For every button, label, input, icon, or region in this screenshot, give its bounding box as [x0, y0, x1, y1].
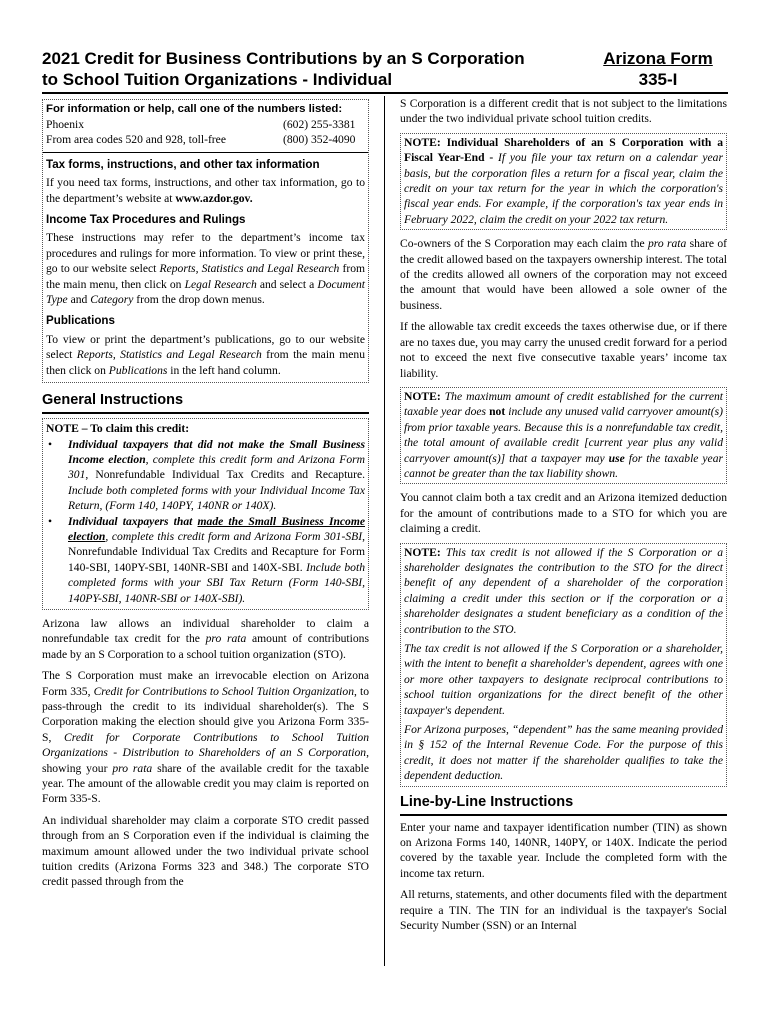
- claim-note-box: [42, 418, 369, 610]
- info-box: [42, 99, 369, 383]
- phone-row-phoenix: [46, 117, 365, 132]
- paragraph-coowners: Co-owners of the S Corporation may each claim the pro rata share of the credit allowed based on the taxpayers ownership interest. The total of the credits allowed all owners of the corporation may not exceed the amount that would have been allowed a sole owner of the business.: [400, 237, 727, 312]
- paragraph-pro-rata: Arizona law allows an individual shareholder to claim a nonrefundable tax credit for the pro rata amount of contributions made by an S Corporation to a school tuition organization (STO).: [42, 616, 369, 661]
- form-line-2: 335-I: [638, 70, 678, 89]
- paragraph-itemized: You cannot claim both a tax credit and an Arizona itemized deduction for the amount of contributions made to a STO for which you are claiming a credit.: [400, 491, 727, 536]
- phone-number: (602) 255-3381: [283, 118, 356, 131]
- phone-number: (800) 352-4090: [283, 133, 356, 147]
- list-item: • Individual taxpayers that made the Small Business Income election, complete this credit form and Arizona Form 301-SBI, Nonrefundable Individual Tax Credits and Recapture for Form 140-SBI, 140PY-SBI, 140NR-SBI and 140X-SBI. Include both completed forms with your SBI Tax Return (Form 140-SBI, 140PY-SBI, 140NR-SBI or 140X-SBI).: [68, 514, 365, 606]
- left-column: [42, 99, 369, 896]
- phone-label: From area codes 520 and 928, toll-free: [46, 133, 226, 147]
- procedures-heading: Income Tax Procedures and Rulings: [46, 213, 246, 227]
- general-instructions-heading: General Instructions: [42, 392, 184, 409]
- website-link[interactable]: www.azdor.gov.: [175, 191, 253, 205]
- tax-forms-heading: Tax forms, instructions, and other tax information: [46, 157, 320, 171]
- title-line-2: to School Tuition Organizations - Individual: [42, 70, 393, 89]
- paragraph-line-1: Enter your name and taxpayer identification number (TIN) as shown on Arizona Forms 140, 140NR, 140PY, or 140X. Indicate the period covered by the taxable year. Include the completed form with the income tax return.: [400, 820, 727, 880]
- column-divider: [384, 96, 385, 966]
- page-title: [42, 48, 582, 90]
- paragraph-election: The S Corporation must make an irrevocable election on Arizona Form 335, Credit for Contributions to School Tuition Organization, to pass-through the credit to its individual shareholder(s). The S Corporation making the election should give you Arizona Form 335-S, Credit for Corporate Contributions to School Tuition Organizations - Distribution to Shareholders of an S Corporation, showing your pro rata share of the available credit for the taxable year. The amount of the allowable credit you may claim is reported on Form 335-S.: [42, 669, 369, 806]
- form-line-1: Arizona Form: [603, 49, 713, 68]
- line-by-line-heading: Line-by-Line Instructions: [400, 793, 574, 810]
- paragraph-line-2: All returns, statements, and other documents filed with the department require a TIN. The TIN for an individual is the taxpayer's Social Security Number (SSN) or an Internal: [400, 888, 727, 933]
- phone-row-tollfree: [46, 132, 365, 147]
- paragraph-continued: S Corporation is a different credit that is not subject to the limitations under the two individual private school tuition credits.: [400, 97, 727, 126]
- form-number: [596, 48, 720, 90]
- note-dependent: NOTE: This tax credit is not allowed if the S Corporation or a shareholder designates the contribution to the STO for the direct benefit of any dependent of a shareholder of the corporation claiming a credit under this section or if the corporation or a shareholder designates a student beneficiary as a condition of the contribution to the STO. The tax credit is not allowed if the S Corporation or a shareholder, with the intent to benefit a shareholder's dependent, agrees with one or more other taxpayers to designate reciprocal contributions to school tuition organizations for the direct benefit of the other taxpayer's dependent. For Arizona purposes, “dependent” has the same meaning provided in § 152 of the Internal Revenue Code. For the purpose of this credit, it does not matter if the shareholder qualifies to take the dependent deduction.: [400, 543, 727, 787]
- note-maximum-credit: NOTE: The maximum amount of credit established for the current taxable year does not include any unused valid carryover amount(s) from prior taxable years. Because this is a nonrefundable tax credit, the total amount of available credit [current year plus any valid carryover amount(s)] that a taxpayer may use for the taxable year cannot be greater than the tax liability shown.: [400, 387, 727, 484]
- phone-label: Phoenix: [46, 118, 85, 131]
- tax-forms-text: If you need tax forms, instructions, and other tax information, go to the department’s website at www.azdor.gov.: [46, 176, 365, 205]
- procedures-text: These instructions may refer to the department’s income tax procedures and rulings for more information. To view or print these, go to our website select Reports, Statistics and Legal Research from the main menu, then click on Legal Research and select a Document Type and Category from the drop down menus.: [46, 231, 366, 307]
- note-fiscal-year: NOTE: Individual Shareholders of an S Corporation with a Fiscal Year-End - If you file your tax return on a calendar year basis, but the corporation files a return for a fiscal year, claim the credit on your tax return for the year in which the corporation's fiscal year ends. For example, if the corporation's tax year ends in February 2022, claim the credit on your 2022 tax return.: [400, 133, 727, 230]
- paragraph-shareholder-claim: An individual shareholder may claim a corporate STO credit passed through from an S Corporation even if the individual is claiming the maximum amount allowed under the two individual private school tuition credits (Arizona Forms 323 and 348.) The corporate STO credit passed through from the: [42, 813, 369, 889]
- divider: [43, 152, 368, 153]
- header-rule: [42, 92, 728, 94]
- publications-heading: Publications: [46, 314, 115, 328]
- publications-text: To view or print the department’s publications, go to our website select Reports, Statistics and Legal Research from the main menu then click on Publications in the left hand column.: [46, 332, 365, 377]
- title-line-1: 2021 Credit for Business Contributions by an S Corporation: [42, 49, 525, 68]
- info-box-title: For information or help, call one of the numbers listed:: [46, 103, 343, 115]
- claim-note-title: NOTE – To claim this credit:: [46, 422, 190, 436]
- list-item: • Individual taxpayers that did not make the Small Business Income election, complete this credit form and Arizona Form 301, Nonrefundable Individual Tax Credits and Recapture. Include both completed forms with your Individual Income Tax Return, (Form 140, 140PY, 140NR or 140X).: [68, 437, 365, 514]
- right-column: [400, 96, 727, 940]
- claim-note-list: [46, 437, 365, 606]
- paragraph-carryforward: If the allowable tax credit exceeds the taxes otherwise due, or if there are no taxes due, you may carry the unused credit forward for a period not to exceed the next five consecutive taxable years’ income tax liability.: [400, 320, 727, 380]
- heading-rule: [400, 814, 727, 816]
- heading-rule: [42, 412, 369, 414]
